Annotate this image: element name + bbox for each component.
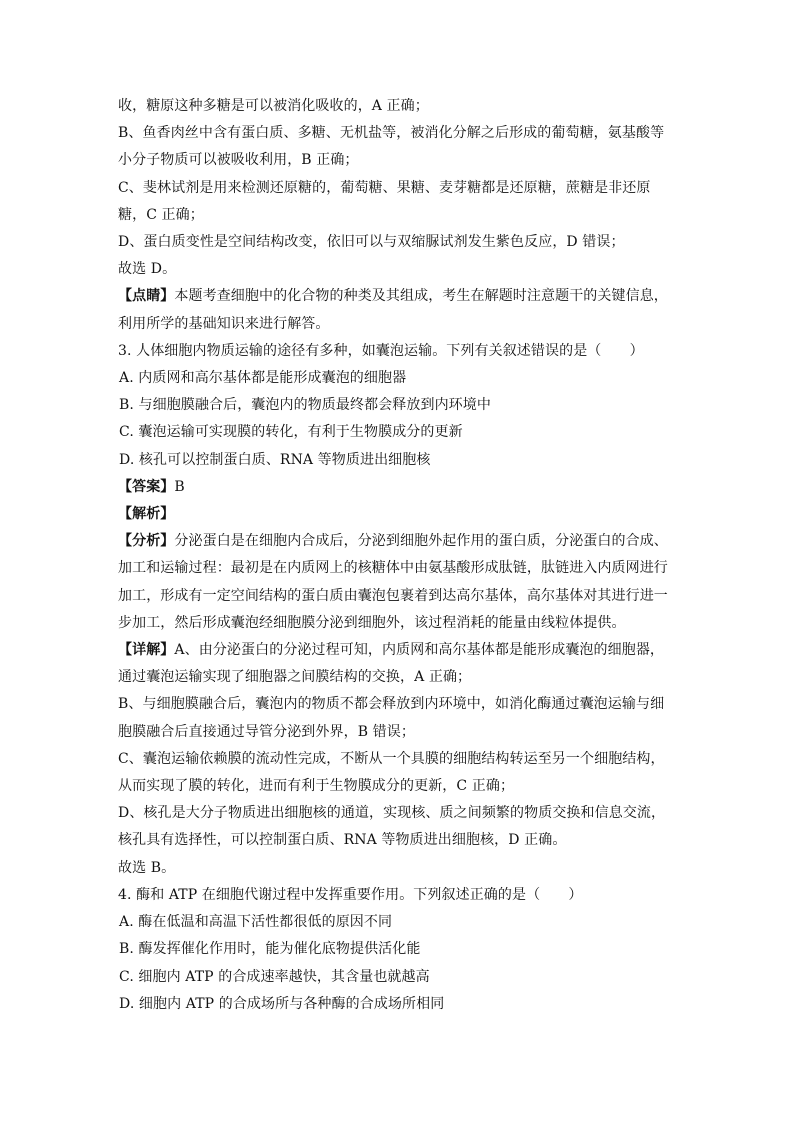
xiangjie-line [118,637,678,664]
question-3-option-c: C. 囊泡运输可实现膜的转化，有利于生物膜成分的更新 [119,424,463,441]
document-page [118,93,678,1018]
xiangjie-text: 从而实现了膜的转化，进而有利于生物膜成分的更新，C 正确； [118,778,515,795]
xiangjie-text: D、核孔是大分子物质进出细胞核的通道，实现核、质之间频繁的物质交换和信息交流， [118,805,666,822]
fenxi-tag: 【分析】 [118,533,175,550]
question-3-option-a: A. 内质网和高尔基体都是能形成囊泡的细胞器 [119,370,407,387]
text-line: 糖，C 正确； [118,206,204,223]
xiangjie-text: 故选 B。 [118,859,176,876]
question-4-stem: 4. 酶和 ATP 在细胞代谢过程中发挥重要作用。下列叙述正确的是（ ） [118,886,583,903]
answer-line [118,474,678,501]
text-line: C、斐林试剂是用来检测还原糖的，葡萄糖、果糖、麦芽糖都是还原糖，蔗糖是非还原 [118,179,651,196]
question-3-option-b: B. 与细胞膜融合后，囊泡内的物质最终都会释放到内环境中 [119,397,491,414]
xiangjie-text: 胞膜融合后直接通过导管分泌到外界，B 错误； [118,723,415,740]
fenxi-text: 分泌蛋白是在细胞内合成后，分泌到细胞外起作用的蛋白质，分泌蛋白的合成、 [174,533,668,550]
question-3-stem: 3. 人体细胞内物质运输的途径有多种，如囊泡运输。下列有关叙述错误的是（ ） [118,342,644,359]
question-4-option-b: B. 酶发挥催化作用时，能为催化底物提供活化能 [119,941,421,958]
fenxi-text: 步加工，然后形成囊泡经细胞膜分泌到细胞外，该过程消耗的能量由线粒体提供。 [118,614,626,631]
answer-tag: 【答案】 [118,478,175,495]
fenxi-text: 加工，形成有一定空间结构的蛋白质由囊泡包裹着到达高尔基体，高尔基体对其进行进一 [118,587,668,604]
text-line: 小分子物质可以被吸收利用，B 正确； [118,152,359,169]
dianjing-tag: 【点睛】 [118,288,175,305]
xiangjie-text: 通过囊泡运输实现了细胞器之间膜结构的交换，A 正确； [118,669,472,686]
fenxi-text: 加工和运输过程：最初是在内质网上的核糖体中由氨基酸形成肽链，肽链进入内质网进行 [118,560,668,577]
dianjing-text-2: 利用所学的基础知识来进行解答。 [118,315,330,332]
text-line: 收，糖原这种多糖是可以被消化吸收的，A 正确； [118,98,429,114]
xiangjie-tag: 【详解】 [118,642,175,659]
question-4-option-d: D. 细胞内 ATP 的合成场所与各种酶的合成场所相同 [119,995,445,1012]
xiangjie-text: A、由分泌蛋白的分泌过程可知，内质网和高尔基体都是能形成囊泡的细胞器， [174,642,665,659]
xiangjie-text: 核孔具有选择性，可以控制蛋白质、RNA 等物质进出细胞核，D 正确。 [118,832,567,849]
xiangjie-text: B、与细胞膜融合后，囊泡内的物质不都会释放到内环境中，如消化酶通过囊泡运输与细 [118,696,665,713]
answer-value: B [174,478,185,495]
text-line: B、鱼香肉丝中含有蛋白质、多糖、无机盐等，被消化分解之后形成的葡萄糖，氨基酸等 [118,125,665,142]
dianjing-text: 本题考查细胞中的化合物的种类及其组成，考生在解题时注意题干的关键信息， [174,288,668,305]
text-line: 故选 D。 [118,261,177,278]
xiangjie-text: C、囊泡运输依赖膜的流动性完成，不断从一个具膜的细胞结构转运至另一个细胞结构， [118,750,665,767]
dianjing-line [118,283,678,310]
question-4-option-a: A. 酶在低温和高温下活性都很低的原因不同 [119,914,393,931]
fenxi-line [118,528,678,555]
question-3-option-d: D. 核孔可以控制蛋白质、RNA 等物质进出细胞核 [119,451,431,468]
analysis-tag: 【解析】 [118,506,175,523]
question-4-option-c: C. 细胞内 ATP 的合成速率越快，其含量也就越高 [119,968,430,985]
text-line: D、蛋白质变性是空间结构改变，依旧可以与双缩脲试剂发生紫色反应，D 错误； [118,234,625,251]
